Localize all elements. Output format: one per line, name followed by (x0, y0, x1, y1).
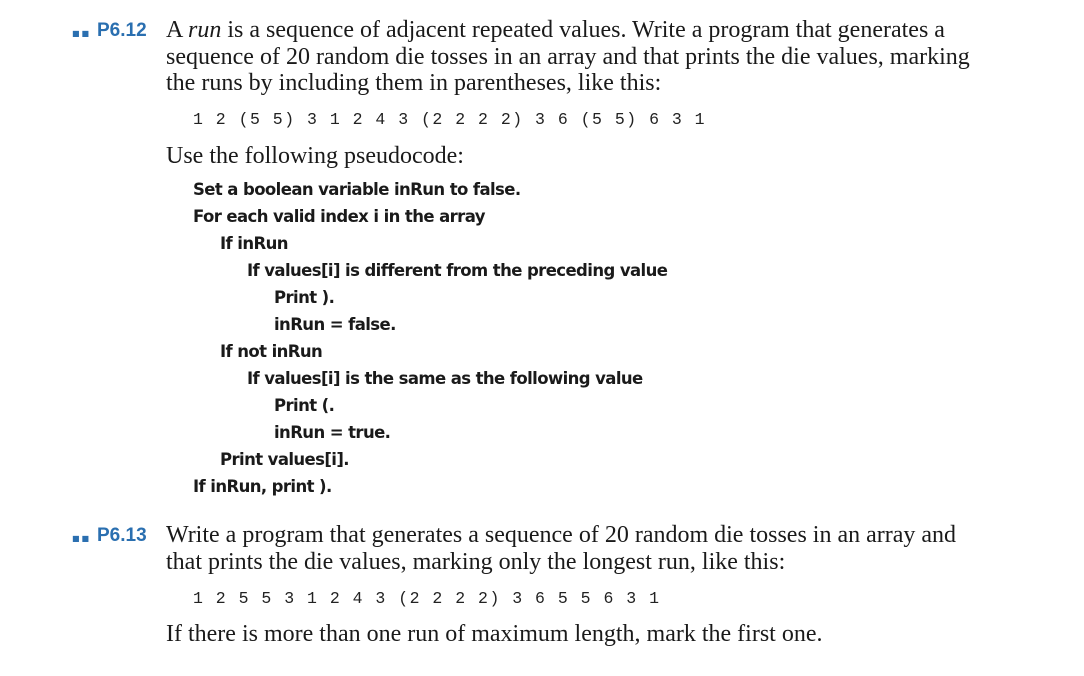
exercise-number: P6.13 (97, 525, 147, 546)
pseudocode-line: If values[i] is different from the preceding value (247, 261, 668, 280)
difficulty-icon (72, 26, 91, 39)
pseudocode-line: Print (. (274, 396, 335, 415)
pseudocode-line: If inRun (220, 234, 288, 253)
pseudocode-line: If not inRun (220, 342, 323, 361)
pseudocode-line: If values[i] is the same as the following value (247, 369, 643, 388)
pseudocode-line: inRun = false. (274, 315, 396, 334)
pseudocode-line: Print ). (274, 288, 335, 307)
pseudocode-line: inRun = true. (274, 423, 391, 442)
term-run: run (188, 17, 222, 43)
pseudocode-line: Print values[i]. (220, 450, 349, 469)
exercise-number: P6.12 (97, 20, 147, 41)
pseudocode-line: Set a boolean variable inRun to false. (193, 180, 521, 199)
pseudocode-line: If inRun, print ). (193, 477, 332, 496)
exercise-note: If there is more than one run of maximum length, mark the first one. (166, 621, 823, 647)
pseudocode-intro: Use the following pseudocode: (166, 143, 464, 169)
exercise-description: Write a program that generates a sequence of 20 random die tosses in an array and that prints the die values, marking only the longest run, like this: (166, 522, 957, 575)
example-output: 1 2 (5 5) 3 1 2 4 3 (2 2 2 2) 3 6 (5 5) 6 3 1 (193, 110, 707, 129)
pseudocode-line: For each valid index i in the array (193, 207, 485, 226)
example-output: 1 2 5 5 3 1 2 4 3 (2 2 2 2) 3 6 5 5 6 3 1 (193, 589, 661, 608)
exercise-description: A run is a sequence of adjacent repeated values. Write a program that generates a sequence of 20 random die tosses in an array and that prints the die values, marking the runs by including them in parentheses, like this: (166, 17, 970, 96)
difficulty-icon (72, 531, 91, 544)
